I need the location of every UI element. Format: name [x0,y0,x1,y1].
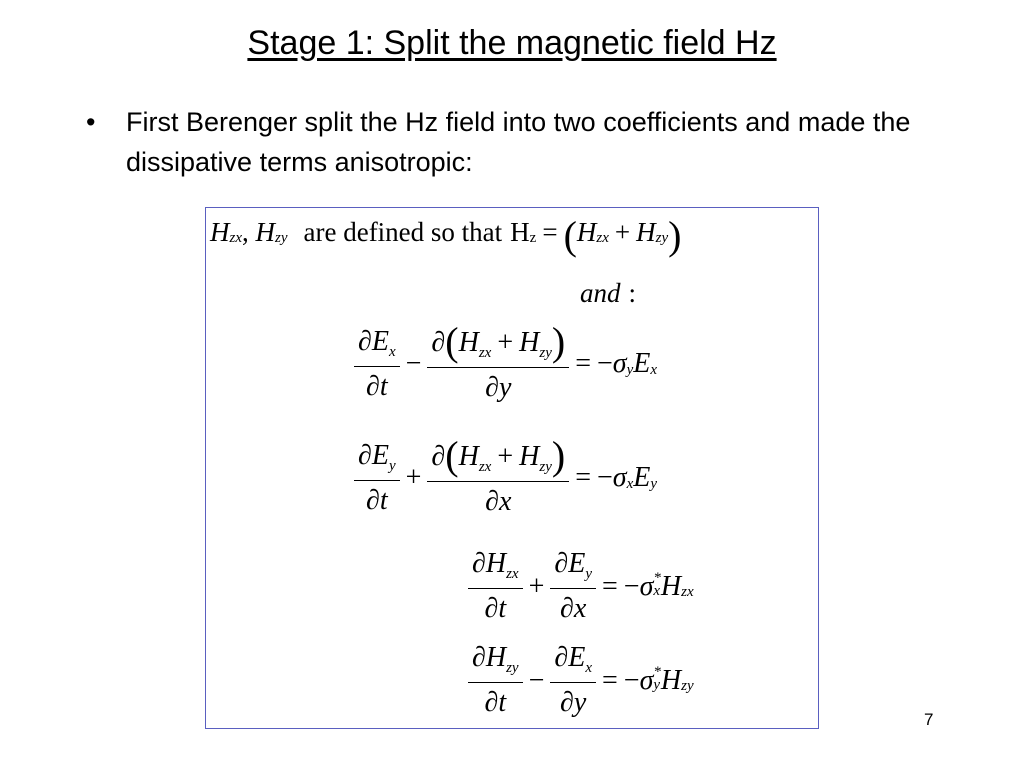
and-label: and : [580,278,637,308]
definition-text: are defined so that [303,216,503,247]
bullet-text: First Berenger split the Hz field into two coefficients and made the dissipative terms anisotropic: [126,107,911,177]
definition-equation: H zx , H zy are defined so that H z = ( H zx + H zy ) [210,213,682,258]
equation-hzy: $\frac{\partial H_{zy}}{\partial t}$ − $\frac{\partial E_x}{\partial y}$ = − σ * y H zy [468,638,694,723]
equation-hzx: $\frac{\partial H_{zx}}{\partial t}$ + $\frac{\partial E_y}{\partial x}$ = − σ * x H zx [468,544,694,629]
equation-ex: $\frac{\partial E_x}{\partial t}$ − $\frac{\partial(H_{zx} + H_{zy})}{\partial y}$ = − σ y E x [354,320,657,408]
bullet-dot: • [86,107,96,137]
equation-ey: $\frac{\partial E_y}{\partial t}$ + $\frac{\partial(H_{zx} + H_{zy})}{\partial x}$ = − σ x E y [354,434,657,522]
slide-title: Stage 1: Split the magnetic field Hz [247,24,777,62]
page-number: 7 [924,710,934,729]
equation-box [205,207,819,729]
